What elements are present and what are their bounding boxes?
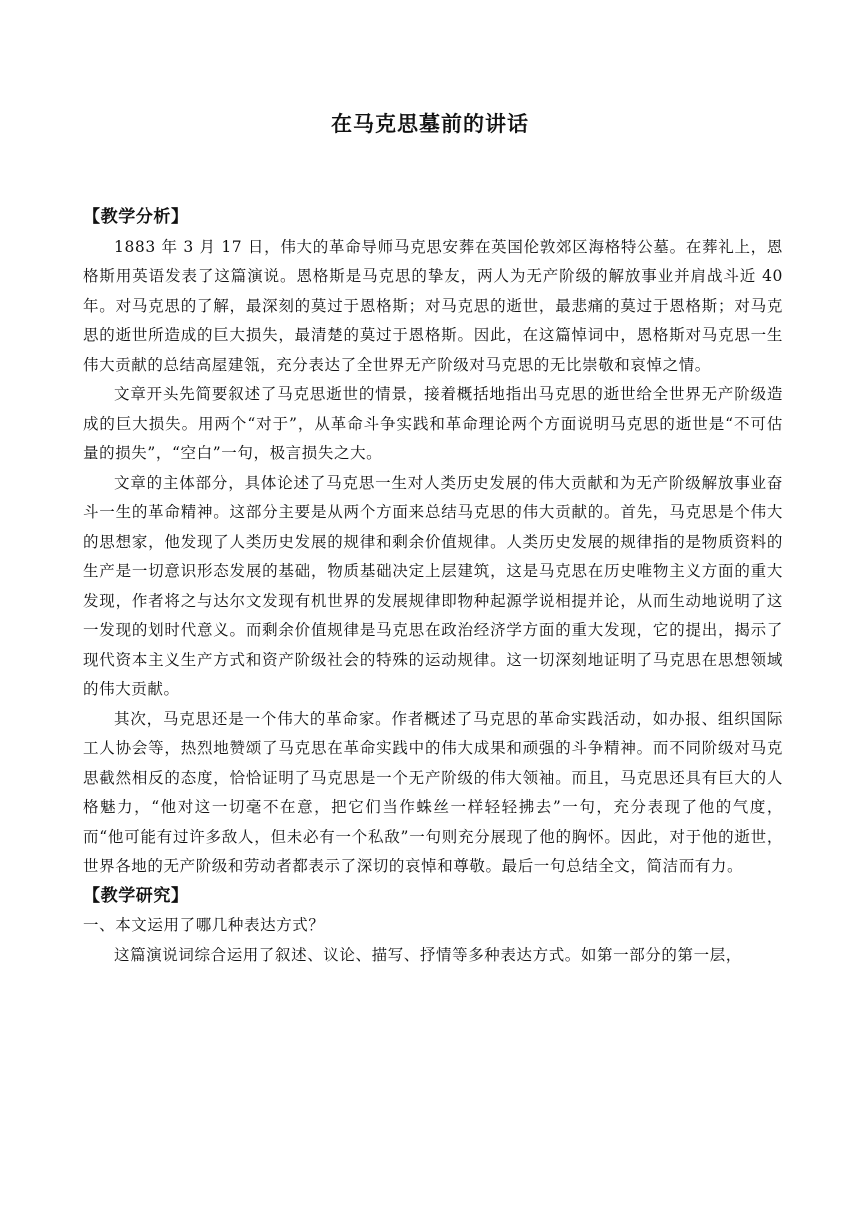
paragraph: 文章开头先简要叙述了马克思逝世的情景，接着概括地指出马克思的逝世给全世界无产阶级造成的巨大损失。用两个“对于”，从革命斗争实践和革命理论两个方面说明马克思的逝世是“不可估量的损失”，“空白”一句，极言损失之大。 xyxy=(83,385,783,462)
paragraph: 文章的主体部分，具体论述了马克思一生对人类历史发展的伟大贡献和为无产阶级解放事业奋斗一生的革命精神。这部分主要是从两个方面来总结马克思的伟大贡献的。首先，马克思是个伟大的思想家，他发现了人类历史发展的规律和剩余价值规律。人类历史发展的规律指的是物质资料的生产是一切意识形态发展的基础，物质基础决定上层建筑，这是马克思在历史唯物主义方面的重大发现，作者将之与达尔文发现有机世界的发展规律即物种起源学说相提并论，从而生动地说明了这一发现的划时代意义。而剩余价值规律是马克思在政治经济学方面的重大发现，它的提出，揭示了现代资本主义生产方式和资产阶级社会的特殊的运动规律。这一切深刻地证明了马克思在思想领域的伟大贡献。 xyxy=(83,473,783,698)
document-title: 在马克思墓前的讲话 xyxy=(331,112,529,136)
paragraph: 1883 年 3 月 17 日，伟大的革命导师马克思安葬在英国伦敦郊区海格特公墓。在葬礼上，恩格斯用英语发表了这篇演说。恩格斯是马克思的挚友，两人为无产阶级的解放事业并肩战斗近 40 年。对马克思的了解，最深刻的莫过于恩格斯；对马克思的逝世，最悲痛的莫过于恩格斯；对马克思的逝世所造成的巨大损失，最清楚的莫过于恩格斯。因此，在这篇悼词中，恩格斯对马克思一生伟大贡献的总结高屋建瓴，充分表达了全世界无产阶级对马克思的无比崇敬和哀悼之情。 xyxy=(83,237,783,374)
section-heading-research: 【教学研究】 xyxy=(83,885,189,906)
paragraph: 其次，马克思还是一个伟大的革命家。作者概述了马克思的革命实践活动，如办报、组织国际工人协会等，热烈地赞颂了马克思在革命实践中的伟大成果和顽强的斗争精神。而不同阶级对马克思截然相反的态度，恰恰证明了马克思是一个无产阶级的伟大领袖。而且，马克思还具有巨大的人格魅力，“他对这一切毫不在意，把它们当作蛛丝一样轻轻拂去”一句，充分表现了他的气度，而“他可能有过许多敌人，但未必有一个私敌”一句则充分展现了他的胸怀。因此，对于他的逝世，世界各地的无产阶级和劳动者都表示了深切的哀悼和尊敬。最后一句总结全文，简洁而有力。 xyxy=(83,709,783,875)
paragraph: 这篇演说词综合运用了叙述、议论、描写、抒情等多种表达方式。如第一部分的第一层， xyxy=(114,945,742,964)
question-item: 一、本文运用了哪几种表达方式？ xyxy=(83,916,325,934)
document-body xyxy=(83,203,783,970)
section-heading-analysis: 【教学分析】 xyxy=(83,207,189,227)
